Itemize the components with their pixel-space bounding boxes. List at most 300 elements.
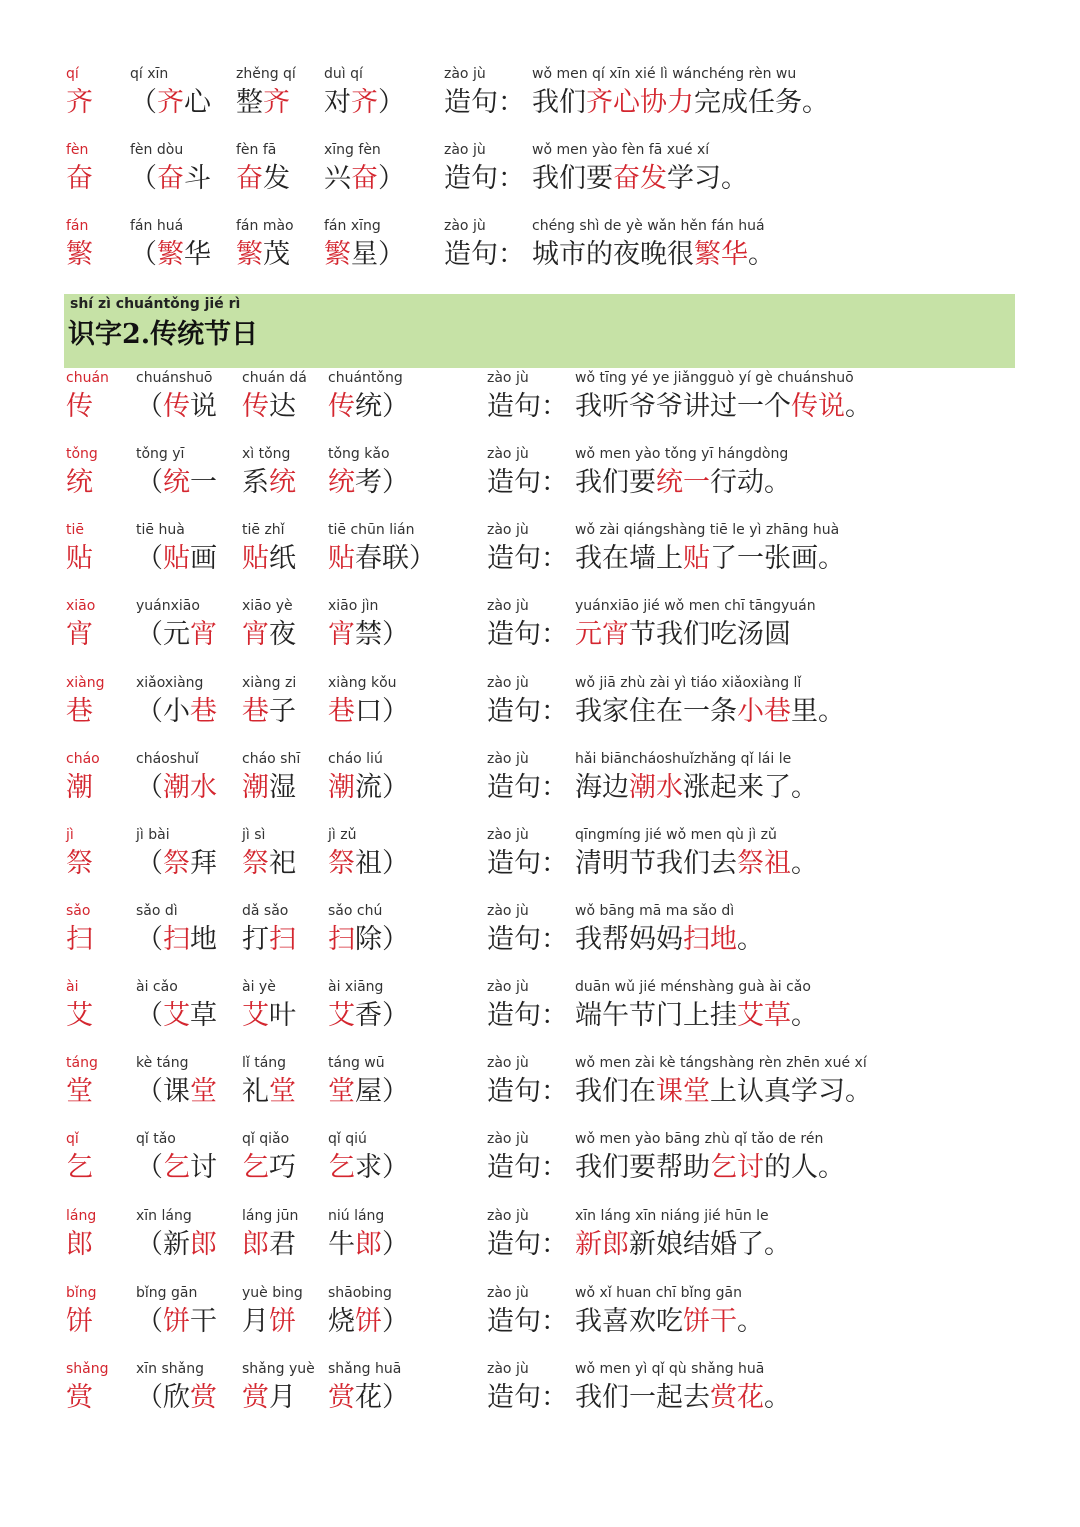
char-pinyin: bǐng (66, 1285, 97, 1301)
w2-pinyin: ài yè (242, 979, 276, 995)
plain-text: 我喜欢吃 (575, 1306, 683, 1337)
plain-text: 礼 (242, 1076, 269, 1107)
w2-hanzi (242, 466, 296, 500)
highlighted-text: 统 (163, 467, 190, 498)
char-hanzi: 传 (66, 391, 93, 422)
plain-text: 心 (184, 87, 211, 118)
plain-text: 求） (355, 1152, 409, 1183)
plain-text: （ (136, 924, 163, 955)
sent-hanzi (575, 695, 845, 729)
lbl-pinyin: zào jù (487, 827, 529, 843)
char-pinyin: qí (66, 66, 79, 82)
lbl-hanzi: 造句： (487, 467, 568, 498)
w2-hanzi (242, 1151, 296, 1185)
highlighted-text: 齐 (157, 87, 184, 118)
plain-text: 达 (269, 391, 296, 422)
highlighted-text: 扫 (269, 924, 296, 955)
vocab-row (0, 1208, 1080, 1278)
w3-hanzi (328, 771, 409, 805)
w1-hanzi (136, 542, 217, 576)
section-title-pinyin: shí zì chuántǒng jié rì (70, 296, 241, 312)
w1-hanzi (136, 1228, 217, 1262)
w1-pinyin: fán huá (130, 218, 184, 234)
lbl-pinyin: zào jù (487, 979, 529, 995)
plain-text: 我家住在一条 (575, 696, 737, 727)
plain-text: 香） (355, 1000, 409, 1031)
w3-hanzi (328, 390, 409, 424)
highlighted-text: 奋发 (613, 163, 667, 194)
plain-text: （ (136, 1000, 163, 1031)
lbl-pinyin: zào jù (444, 66, 486, 82)
plain-text: ） (382, 1229, 409, 1260)
plain-text: （ (136, 391, 163, 422)
w2-hanzi (242, 542, 296, 576)
highlighted-text: 赏 (328, 1382, 355, 1413)
w2-pinyin: qǐ qiǎo (242, 1131, 290, 1147)
w2-pinyin: fán mào (236, 218, 294, 234)
vocab-row (0, 1131, 1080, 1201)
vocab-row (0, 751, 1080, 821)
highlighted-text: 祭 (242, 848, 269, 879)
plain-text: 我们要帮助 (575, 1152, 710, 1183)
char-pinyin: jì (66, 827, 74, 843)
sent-pinyin: wǒ jiā zhù zài yì tiáo xiǎoxiàng lǐ (575, 675, 802, 691)
highlighted-text: 郎 (355, 1229, 382, 1260)
w2-hanzi (242, 1228, 296, 1262)
w2-pinyin: lǐ táng (242, 1055, 287, 1071)
plain-text: 。 (737, 924, 764, 955)
highlighted-text: 饼 (355, 1306, 382, 1337)
highlighted-text: 齐 (351, 87, 378, 118)
plain-text: 统） (355, 391, 409, 422)
w1-pinyin: ài cǎo (136, 979, 178, 995)
plain-text: 城市的夜晚很 (532, 239, 694, 270)
plain-text: 子 (269, 696, 296, 727)
w2-hanzi (242, 999, 296, 1033)
lbl-hanzi: 造句： (487, 924, 568, 955)
sent-pinyin: wǒ men yào tǒng yī hángdòng (575, 446, 789, 462)
sent-pinyin: chéng shì de yè wǎn hěn fán huá (532, 218, 765, 234)
highlighted-text: 艾 (163, 1000, 190, 1031)
char-pinyin: tǒng (66, 446, 98, 462)
plain-text: （ (136, 848, 163, 879)
char-hanzi: 扫 (66, 924, 93, 955)
plain-text: 。 (764, 1382, 791, 1413)
plain-text: 画 (190, 543, 217, 574)
w2-hanzi (242, 1381, 296, 1415)
w2-pinyin: yuè bing (242, 1285, 303, 1301)
plain-text: 月 (269, 1382, 296, 1413)
char-hanzi: 祭 (66, 848, 93, 879)
lbl-pinyin: zào jù (487, 522, 529, 538)
plain-text: 我们一起去 (575, 1382, 710, 1413)
char-pinyin: ài (66, 979, 79, 995)
sent-hanzi (575, 1381, 791, 1415)
sent-hanzi (532, 86, 829, 120)
sent-hanzi (532, 162, 748, 196)
w1-hanzi (136, 618, 217, 652)
lbl-pinyin: zào jù (487, 1208, 529, 1224)
plain-text: （课 (136, 1076, 190, 1107)
highlighted-text: 祭 (163, 848, 190, 879)
w2-pinyin: shǎng yuè (242, 1361, 315, 1377)
w1-pinyin: tiē huà (136, 522, 185, 538)
w1-hanzi (136, 390, 217, 424)
w1-pinyin: bǐng gān (136, 1285, 198, 1301)
char-hanzi: 饼 (66, 1306, 93, 1337)
plain-text: （ (130, 163, 157, 194)
w3-hanzi (328, 847, 409, 881)
plain-text: 星） (351, 239, 405, 270)
w2-pinyin: chuán dá (242, 370, 307, 386)
lbl-hanzi: 造句： (444, 163, 525, 194)
char-hanzi: 赏 (66, 1382, 93, 1413)
sent-hanzi (575, 466, 791, 500)
w2-hanzi (242, 390, 296, 424)
plain-text: 发 (263, 163, 290, 194)
sent-pinyin: hǎi biāncháoshuǐzhǎng qǐ lái le (575, 751, 792, 767)
highlighted-text: 赏 (242, 1382, 269, 1413)
w2-hanzi (236, 238, 290, 272)
plain-text: 。 (737, 1306, 764, 1337)
w3-hanzi (324, 162, 405, 196)
vocab-row (0, 598, 1080, 668)
highlighted-text: 宵 (242, 619, 269, 650)
char-pinyin: xiāo (66, 598, 96, 614)
plain-text: 学习。 (667, 163, 748, 194)
char-pinyin: táng (66, 1055, 98, 1071)
plain-text: （ (136, 772, 163, 803)
plain-text: 纸 (269, 543, 296, 574)
char-pinyin: chuán (66, 370, 109, 386)
plain-text: 。 (791, 848, 818, 879)
highlighted-text: 传说 (791, 391, 845, 422)
highlighted-text: 扫 (163, 924, 190, 955)
plain-text: 涨起来了。 (683, 772, 818, 803)
sent-hanzi (575, 771, 818, 805)
plain-text: 口） (355, 696, 409, 727)
w3-pinyin: tiē chūn lián (328, 522, 415, 538)
lbl-pinyin: zào jù (487, 903, 529, 919)
sent-hanzi (575, 1151, 845, 1185)
w3-hanzi (328, 1381, 409, 1415)
highlighted-text: 传 (328, 391, 355, 422)
w1-pinyin: kè táng (136, 1055, 189, 1071)
w1-hanzi (136, 999, 217, 1033)
plain-text: 了一张画。 (710, 543, 845, 574)
highlighted-text: 扫 (328, 924, 355, 955)
highlighted-text: 统 (269, 467, 296, 498)
highlighted-text: 潮 (328, 772, 355, 803)
plain-text: 。 (845, 391, 872, 422)
plain-text: （ (130, 87, 157, 118)
vocab-row (0, 370, 1080, 440)
w1-hanzi (136, 771, 217, 805)
w3-pinyin: táng wū (328, 1055, 385, 1071)
w1-pinyin: xiǎoxiàng (136, 675, 204, 691)
vocab-row (0, 1361, 1080, 1431)
lbl-pinyin: zào jù (487, 446, 529, 462)
plain-text: 。 (748, 239, 775, 270)
w3-hanzi (328, 1305, 409, 1339)
w1-pinyin: cháoshuǐ (136, 751, 199, 767)
highlighted-text: 赏花 (710, 1382, 764, 1413)
w1-hanzi (136, 1151, 217, 1185)
lbl-pinyin: zào jù (487, 675, 529, 691)
w1-pinyin: fèn dòu (130, 142, 184, 158)
plain-text: 我听爷爷讲过一个 (575, 391, 791, 422)
lbl-hanzi: 造句： (487, 848, 568, 879)
plain-text: 巧 (269, 1152, 296, 1183)
highlighted-text: 元宵 (575, 619, 629, 650)
highlighted-text: 小巷 (737, 696, 791, 727)
lbl-pinyin: zào jù (487, 1131, 529, 1147)
w2-pinyin: xiāo yè (242, 598, 293, 614)
w3-pinyin: ài xiāng (328, 979, 384, 995)
w1-pinyin: xīn shǎng (136, 1361, 205, 1377)
highlighted-text: 统一 (656, 467, 710, 498)
highlighted-text: 乞 (163, 1152, 190, 1183)
plain-text: 讨 (190, 1152, 217, 1183)
plain-text: 除） (355, 924, 409, 955)
char-hanzi: 堂 (66, 1076, 93, 1107)
highlighted-text: 奋 (157, 163, 184, 194)
plain-text: （ (130, 239, 157, 270)
plain-text: 斗 (184, 163, 211, 194)
plain-text: 我在墙上 (575, 543, 683, 574)
highlighted-text: 繁 (236, 239, 263, 270)
plain-text: 整 (236, 87, 263, 118)
w1-hanzi (136, 695, 217, 729)
highlighted-text: 堂 (328, 1076, 355, 1107)
plain-text: 完成任务。 (694, 87, 829, 118)
sent-pinyin: wǒ men zài kè tángshàng rèn zhēn xué xí (575, 1055, 867, 1071)
vocab-row (0, 903, 1080, 973)
w3-pinyin: chuántǒng (328, 370, 403, 386)
lbl-hanzi: 造句： (444, 239, 525, 270)
highlighted-text: 贴 (163, 543, 190, 574)
char-hanzi: 宵 (66, 619, 93, 650)
plain-text: （元 (136, 619, 190, 650)
char-hanzi: 艾 (66, 1000, 93, 1031)
highlighted-text: 巷 (328, 696, 355, 727)
char-hanzi: 郎 (66, 1229, 93, 1260)
char-pinyin: qǐ (66, 1131, 79, 1147)
w3-hanzi (328, 1075, 409, 1109)
lbl-hanzi: 造句： (487, 1382, 568, 1413)
w1-hanzi (136, 847, 217, 881)
highlighted-text: 传 (163, 391, 190, 422)
highlighted-text: 贴 (328, 543, 355, 574)
sent-pinyin: duān wǔ jié ménshàng guà ài cǎo (575, 979, 811, 995)
w3-pinyin: tǒng kǎo (328, 446, 390, 462)
char-pinyin: cháo (66, 751, 100, 767)
plain-text: 海边 (575, 772, 629, 803)
w3-pinyin: niú láng (328, 1208, 385, 1224)
w1-pinyin: xīn láng (136, 1208, 192, 1224)
plain-text: 清明节我们去 (575, 848, 737, 879)
sent-pinyin: wǒ men yào fèn fā xué xí (532, 142, 710, 158)
highlighted-text: 郎 (242, 1229, 269, 1260)
plain-text: （ (136, 543, 163, 574)
w1-hanzi (136, 1075, 217, 1109)
w3-pinyin: duì qí (324, 66, 363, 82)
sent-hanzi (575, 542, 845, 576)
plain-text: 上认真学习。 (710, 1076, 872, 1107)
sent-pinyin: wǒ xǐ huan chī bǐng gān (575, 1285, 742, 1301)
highlighted-text: 扫地 (683, 924, 737, 955)
plain-text: 君 (269, 1229, 296, 1260)
highlighted-text: 宵 (190, 619, 217, 650)
char-hanzi: 奋 (66, 163, 93, 194)
w1-pinyin: yuánxiāo (136, 598, 200, 614)
highlighted-text: 饼 (163, 1306, 190, 1337)
plain-text: 春联） (355, 543, 436, 574)
char-pinyin: tiē (66, 522, 84, 538)
w3-hanzi (328, 542, 436, 576)
plain-text: 屋） (355, 1076, 409, 1107)
w1-hanzi (130, 162, 211, 196)
highlighted-text: 宵 (328, 619, 355, 650)
w2-hanzi (242, 847, 296, 881)
highlighted-text: 传 (242, 391, 269, 422)
w3-hanzi (328, 466, 409, 500)
w1-pinyin: qǐ tǎo (136, 1131, 176, 1147)
w1-hanzi (136, 1305, 217, 1339)
char-pinyin: sǎo (66, 903, 91, 919)
plain-text: （欣 (136, 1382, 190, 1413)
lbl-pinyin: zào jù (487, 598, 529, 614)
char-pinyin: fán (66, 218, 89, 234)
char-hanzi: 繁 (66, 239, 93, 270)
plain-text: 打 (242, 924, 269, 955)
plain-text: 祖） (355, 848, 409, 879)
sent-hanzi (575, 618, 791, 652)
plain-text: 端午节门上挂 (575, 1000, 737, 1031)
sent-hanzi (575, 1075, 872, 1109)
lbl-hanzi: 造句： (487, 1000, 568, 1031)
plain-text: （新 (136, 1229, 190, 1260)
highlighted-text: 堂 (269, 1076, 296, 1107)
lbl-pinyin: zào jù (487, 370, 529, 386)
w2-hanzi (242, 618, 296, 652)
plain-text: 我们要 (575, 467, 656, 498)
sent-pinyin: wǒ men qí xīn xié lì wánchéng rèn wu (532, 66, 797, 82)
w2-pinyin: láng jūn (242, 1208, 299, 1224)
plain-text: 兴 (324, 163, 351, 194)
lbl-hanzi: 造句： (487, 619, 568, 650)
w3-pinyin: xiāo jìn (328, 598, 379, 614)
highlighted-text: 郎 (190, 1229, 217, 1260)
w3-pinyin: fán xīng (324, 218, 381, 234)
sent-pinyin: xīn láng xīn niáng jié hūn le (575, 1208, 769, 1224)
w3-hanzi (328, 1228, 409, 1262)
highlighted-text: 繁 (324, 239, 351, 270)
w1-hanzi (136, 923, 217, 957)
lbl-hanzi: 造句： (487, 696, 568, 727)
highlighted-text: 奋 (236, 163, 263, 194)
highlighted-text: 乞讨 (710, 1152, 764, 1183)
plain-text: 里。 (791, 696, 845, 727)
w3-pinyin: xiàng kǒu (328, 675, 397, 691)
plain-text: 叶 (269, 1000, 296, 1031)
plain-text: 湿 (269, 772, 296, 803)
plain-text: 节我们吃汤圆 (629, 619, 791, 650)
highlighted-text: 新郎 (575, 1229, 629, 1260)
highlighted-text: 祭 (328, 848, 355, 879)
w3-hanzi (328, 923, 409, 957)
w3-hanzi (324, 238, 405, 272)
plain-text: 行动。 (710, 467, 791, 498)
plain-text: 我帮妈妈 (575, 924, 683, 955)
highlighted-text: 齐心协力 (586, 87, 694, 118)
w1-pinyin: sǎo dì (136, 903, 178, 919)
vocab-row (0, 142, 1080, 212)
plain-text: 我们要 (532, 163, 613, 194)
w3-pinyin: xīng fèn (324, 142, 381, 158)
sent-pinyin: wǒ zài qiángshàng tiē le yì zhāng huà (575, 522, 840, 538)
sent-hanzi (575, 999, 818, 1033)
sent-pinyin: wǒ tīng yé ye jiǎngguò yí gè chuánshuō (575, 370, 854, 386)
w3-pinyin: shāobing (328, 1285, 392, 1301)
plain-text: 干 (190, 1306, 217, 1337)
lbl-pinyin: zào jù (487, 1055, 529, 1071)
highlighted-text: 艾 (328, 1000, 355, 1031)
w3-pinyin: jì zǔ (328, 827, 357, 843)
plain-text: 祀 (269, 848, 296, 879)
sent-hanzi (575, 1305, 764, 1339)
plain-text: 花） (355, 1382, 409, 1413)
highlighted-text: 齐 (263, 87, 290, 118)
sent-pinyin: wǒ bāng mā ma sǎo dì (575, 903, 735, 919)
plain-text: 月 (242, 1306, 269, 1337)
w2-hanzi (242, 771, 296, 805)
vocab-row (0, 827, 1080, 897)
highlighted-text: 乞 (328, 1152, 355, 1183)
plain-text: 夜 (269, 619, 296, 650)
sent-pinyin: wǒ men yì qǐ qù shǎng huā (575, 1361, 765, 1377)
vocab-row (0, 675, 1080, 745)
plain-text: 牛 (328, 1229, 355, 1260)
char-hanzi: 潮 (66, 772, 93, 803)
w2-pinyin: xiàng zi (242, 675, 297, 691)
plain-text: ） (378, 87, 405, 118)
plain-text: 对 (324, 87, 351, 118)
highlighted-text: 贴 (242, 543, 269, 574)
lbl-hanzi: 造句： (487, 1306, 568, 1337)
sent-pinyin: qīngmíng jié wǒ men qù jì zǔ (575, 827, 777, 843)
plain-text: （小 (136, 696, 190, 727)
w2-hanzi (236, 162, 290, 196)
vocab-row (0, 1055, 1080, 1125)
plain-text: 流） (355, 772, 409, 803)
plain-text: 茂 (263, 239, 290, 270)
plain-text: 草 (190, 1000, 217, 1031)
plain-text: 我们在 (575, 1076, 656, 1107)
lbl-hanzi: 造句： (487, 1229, 568, 1260)
char-pinyin: shǎng (66, 1361, 109, 1377)
lbl-hanzi: 造句： (487, 391, 568, 422)
w2-hanzi (242, 695, 296, 729)
vocab-row (0, 1285, 1080, 1355)
vocab-row (0, 66, 1080, 136)
w3-hanzi (328, 999, 409, 1033)
w2-pinyin: tiē zhǐ (242, 522, 285, 538)
highlighted-text: 巷 (190, 696, 217, 727)
w3-hanzi (324, 86, 405, 120)
w2-pinyin: cháo shī (242, 751, 301, 767)
sent-hanzi (532, 238, 775, 272)
